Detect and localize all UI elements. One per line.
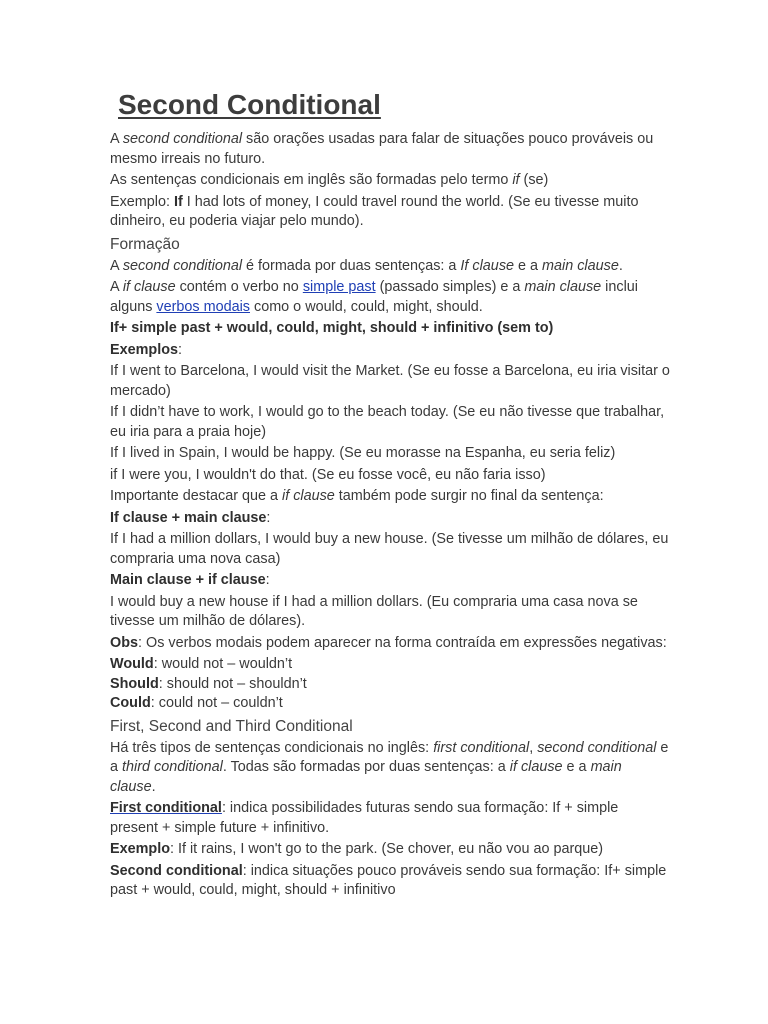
clause-order-paragraph: Importante destacar que a if clause também pode surgir no final da sentença:: [110, 488, 604, 504]
example-item: if I were you, I wouldn't do that. (Se eu fosse você, eu não faria isso): [110, 466, 546, 483]
modal-verbs-link[interactable]: verbos modais: [156, 298, 250, 315]
example-item: If I didn’t have to work, I would go to the beach today. (Se eu não tivesse que trabalhar, eu iria para a praia hoje): [110, 404, 665, 440]
formation-paragraph: A second conditional é formada por duas sentenças: a If clause e a main clause.: [110, 257, 623, 274]
first-conditional-paragraph: First conditional: indica possibilidades futuras sendo sua formação: If + simple present + simple future + infinitivo.: [110, 800, 619, 836]
types-paragraph: Há três tipos de sentenças condicionais no inglês: first conditional, second conditional e a third conditional. Todas são formadas por duas sentenças: a if clause e a main clause.: [110, 739, 669, 795]
obs-note: Obs: Os verbos modais podem aparecer na forma contraída em expressões negativas:: [110, 634, 667, 651]
simple-past-link[interactable]: simple past: [302, 279, 376, 295]
contraction-item: Should: should not – shouldn’t: [110, 675, 307, 692]
page-title: Second Conditional: [118, 89, 381, 120]
section-heading-formacao: Formação: [110, 235, 180, 253]
order-label-if-main: If clause + main clause:: [110, 509, 271, 526]
formula-line: If+ simple past + would, could, might, should + infinitivo (sem to): [110, 320, 554, 336]
if-clause-paragraph: A if clause contém o verbo no simple past (passado simples) e a main clause inclui alguns verbos modais como o would, could, might, should.: [110, 279, 638, 315]
example-item: If I had a million dollars, I would buy a new house. (Se tivesse um milhão de dólares, eu compraria uma nova casa): [110, 531, 669, 567]
if-term-paragraph: As sentenças condicionais em inglês são formadas pelo termo if (se): [110, 172, 549, 188]
example-paragraph: Exemplo: If I had lots of money, I could travel round the world. (Se eu tivesse muito dinheiro, eu poderia viajar pelo mundo).: [110, 193, 639, 229]
order-label-main-if: Main clause + if clause:: [110, 572, 270, 588]
example-item: I would buy a new house if I had a million dollars. (Eu compraria uma casa nova se tivesse um milhão de dólares).: [110, 593, 638, 629]
example-paragraph-2: Exemplo: If it rains, I won't go to the park. (Se chover, eu não vou ao parque): [110, 841, 604, 857]
first-conditional-link[interactable]: First conditional: [110, 800, 222, 816]
intro-paragraph: A second conditional são orações usadas para falar de situações pouco prováveis ou mesmo irreais no futuro.: [110, 131, 654, 167]
examples-label: Exemplos:: [110, 341, 182, 358]
section-heading-types: First, Second and Third Conditional: [110, 717, 353, 735]
second-conditional-paragraph: Second conditional: indica situações pouco prováveis sendo sua formação: If+ simple past + would, could, might, should + infinitivo: [110, 862, 667, 898]
example-item: If I went to Barcelona, I would visit the Market. (Se eu fosse a Barcelona, eu iria visitar o mercado): [110, 363, 670, 399]
document-page: [110, 86, 670, 903]
example-item: If I lived in Spain, I would be happy. (Se eu morasse na Espanha, eu seria feliz): [110, 445, 616, 461]
contraction-item: Could: could not – couldn’t: [110, 695, 283, 711]
contraction-item: Would: would not – wouldn’t: [110, 656, 293, 672]
